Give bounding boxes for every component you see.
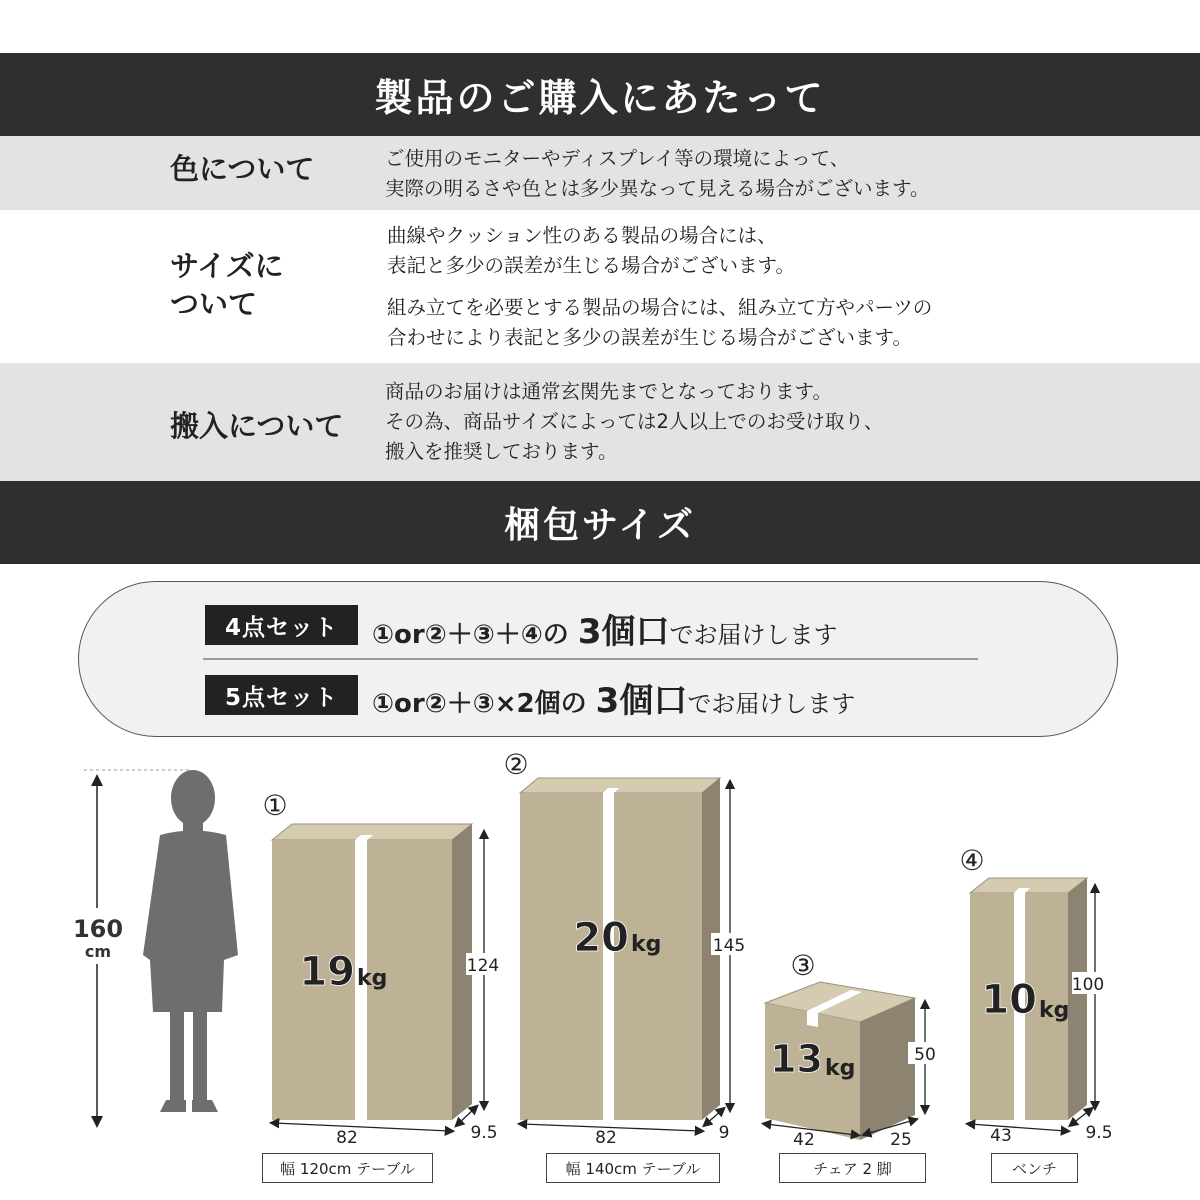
note-delivery-label: 搬入について bbox=[170, 409, 344, 443]
note-delivery-row bbox=[0, 363, 1200, 481]
box-2-height: 145 bbox=[712, 936, 746, 956]
box-4-width-arrow bbox=[970, 1124, 1066, 1131]
note-size-text: 曲線やクッション性のある製品の場合には、 表記と多少の誤差が生じる場合がございます。 組み立てを必要とする製品の場合には、組み立て方やパーツの 合わせにより表記と多少の誤差が生じる場合がございます。 bbox=[387, 224, 933, 349]
person-height-value: 160 bbox=[72, 915, 124, 943]
box-3-width: 42 bbox=[793, 1130, 815, 1150]
box-1-weight-unit: kg bbox=[357, 966, 388, 991]
box-3-weight-unit: kg bbox=[825, 1056, 856, 1081]
box-4-weight: 10 bbox=[981, 977, 1037, 1023]
box-4-number: ④ bbox=[959, 844, 985, 877]
note-color-row bbox=[0, 136, 1200, 210]
box-1-height: 124 bbox=[466, 956, 500, 976]
box-3-depth: 25 bbox=[890, 1130, 912, 1150]
box-4-height: 100 bbox=[1071, 975, 1105, 995]
set-count-5: 3個口 bbox=[595, 681, 688, 721]
note-color-label: 色について bbox=[170, 152, 315, 186]
set-text-4: ①or②＋③＋④の 3個口でお届けします bbox=[372, 612, 838, 652]
note-size-label: サイズに ついて bbox=[170, 249, 284, 321]
box-1-width: 82 bbox=[336, 1128, 358, 1148]
note-size-row bbox=[0, 210, 1200, 363]
header-title: 製品のご購入にあたって bbox=[0, 53, 1200, 136]
set-count-4: 3個口 bbox=[577, 612, 670, 652]
box-1-number: ① bbox=[262, 789, 288, 822]
box-3-number: ③ bbox=[790, 949, 816, 982]
person-height-unit: cm bbox=[84, 942, 112, 961]
box-4-weight-unit: kg bbox=[1039, 998, 1070, 1023]
box-2-weight-unit: kg bbox=[631, 932, 662, 957]
set-divider bbox=[203, 658, 978, 660]
note-delivery-text: 商品のお届けは通常玄関先までとなっております。 その為、商品サイズによっては2人以上でのお受け取り、 搬入を推奨しております。 bbox=[385, 380, 884, 463]
box-4-width: 43 bbox=[990, 1126, 1012, 1146]
box-1-depth: 9.5 bbox=[470, 1123, 498, 1143]
box-2-depth: 9 bbox=[718, 1123, 730, 1143]
box-2-number: ② bbox=[503, 748, 529, 781]
box-4-depth: 9.5 bbox=[1085, 1123, 1113, 1143]
box-3-height: 50 bbox=[914, 1045, 936, 1065]
box-3-caption: チェア 2 脚 bbox=[779, 1153, 926, 1183]
note-color-text: ご使用のモニターやディスプレイ等の環境によって、 実際の明るさや色とは多少異なって見える場合がございます。 bbox=[385, 147, 930, 200]
person-silhouette bbox=[143, 770, 238, 1112]
box-2-caption: 幅 140cm テーブル bbox=[546, 1153, 720, 1183]
package-title: 梱包サイズ bbox=[0, 481, 1200, 564]
set-text-5: ①or②＋③×2個の 3個口でお届けします bbox=[372, 681, 856, 721]
set-tag-5: 5点セット bbox=[205, 675, 358, 715]
set-tag-4: 4点セット bbox=[205, 605, 358, 645]
box-3-weight: 13 bbox=[770, 1037, 823, 1081]
box-2-width: 82 bbox=[595, 1128, 617, 1148]
box-1-width-arrow bbox=[274, 1123, 450, 1131]
box-4-caption: ベンチ bbox=[991, 1153, 1078, 1183]
package-illustration bbox=[0, 740, 1200, 1160]
box-2-weight: 20 bbox=[573, 915, 629, 961]
box-1-caption: 幅 120cm テーブル bbox=[262, 1153, 433, 1183]
box-1-weight: 19 bbox=[299, 949, 355, 995]
